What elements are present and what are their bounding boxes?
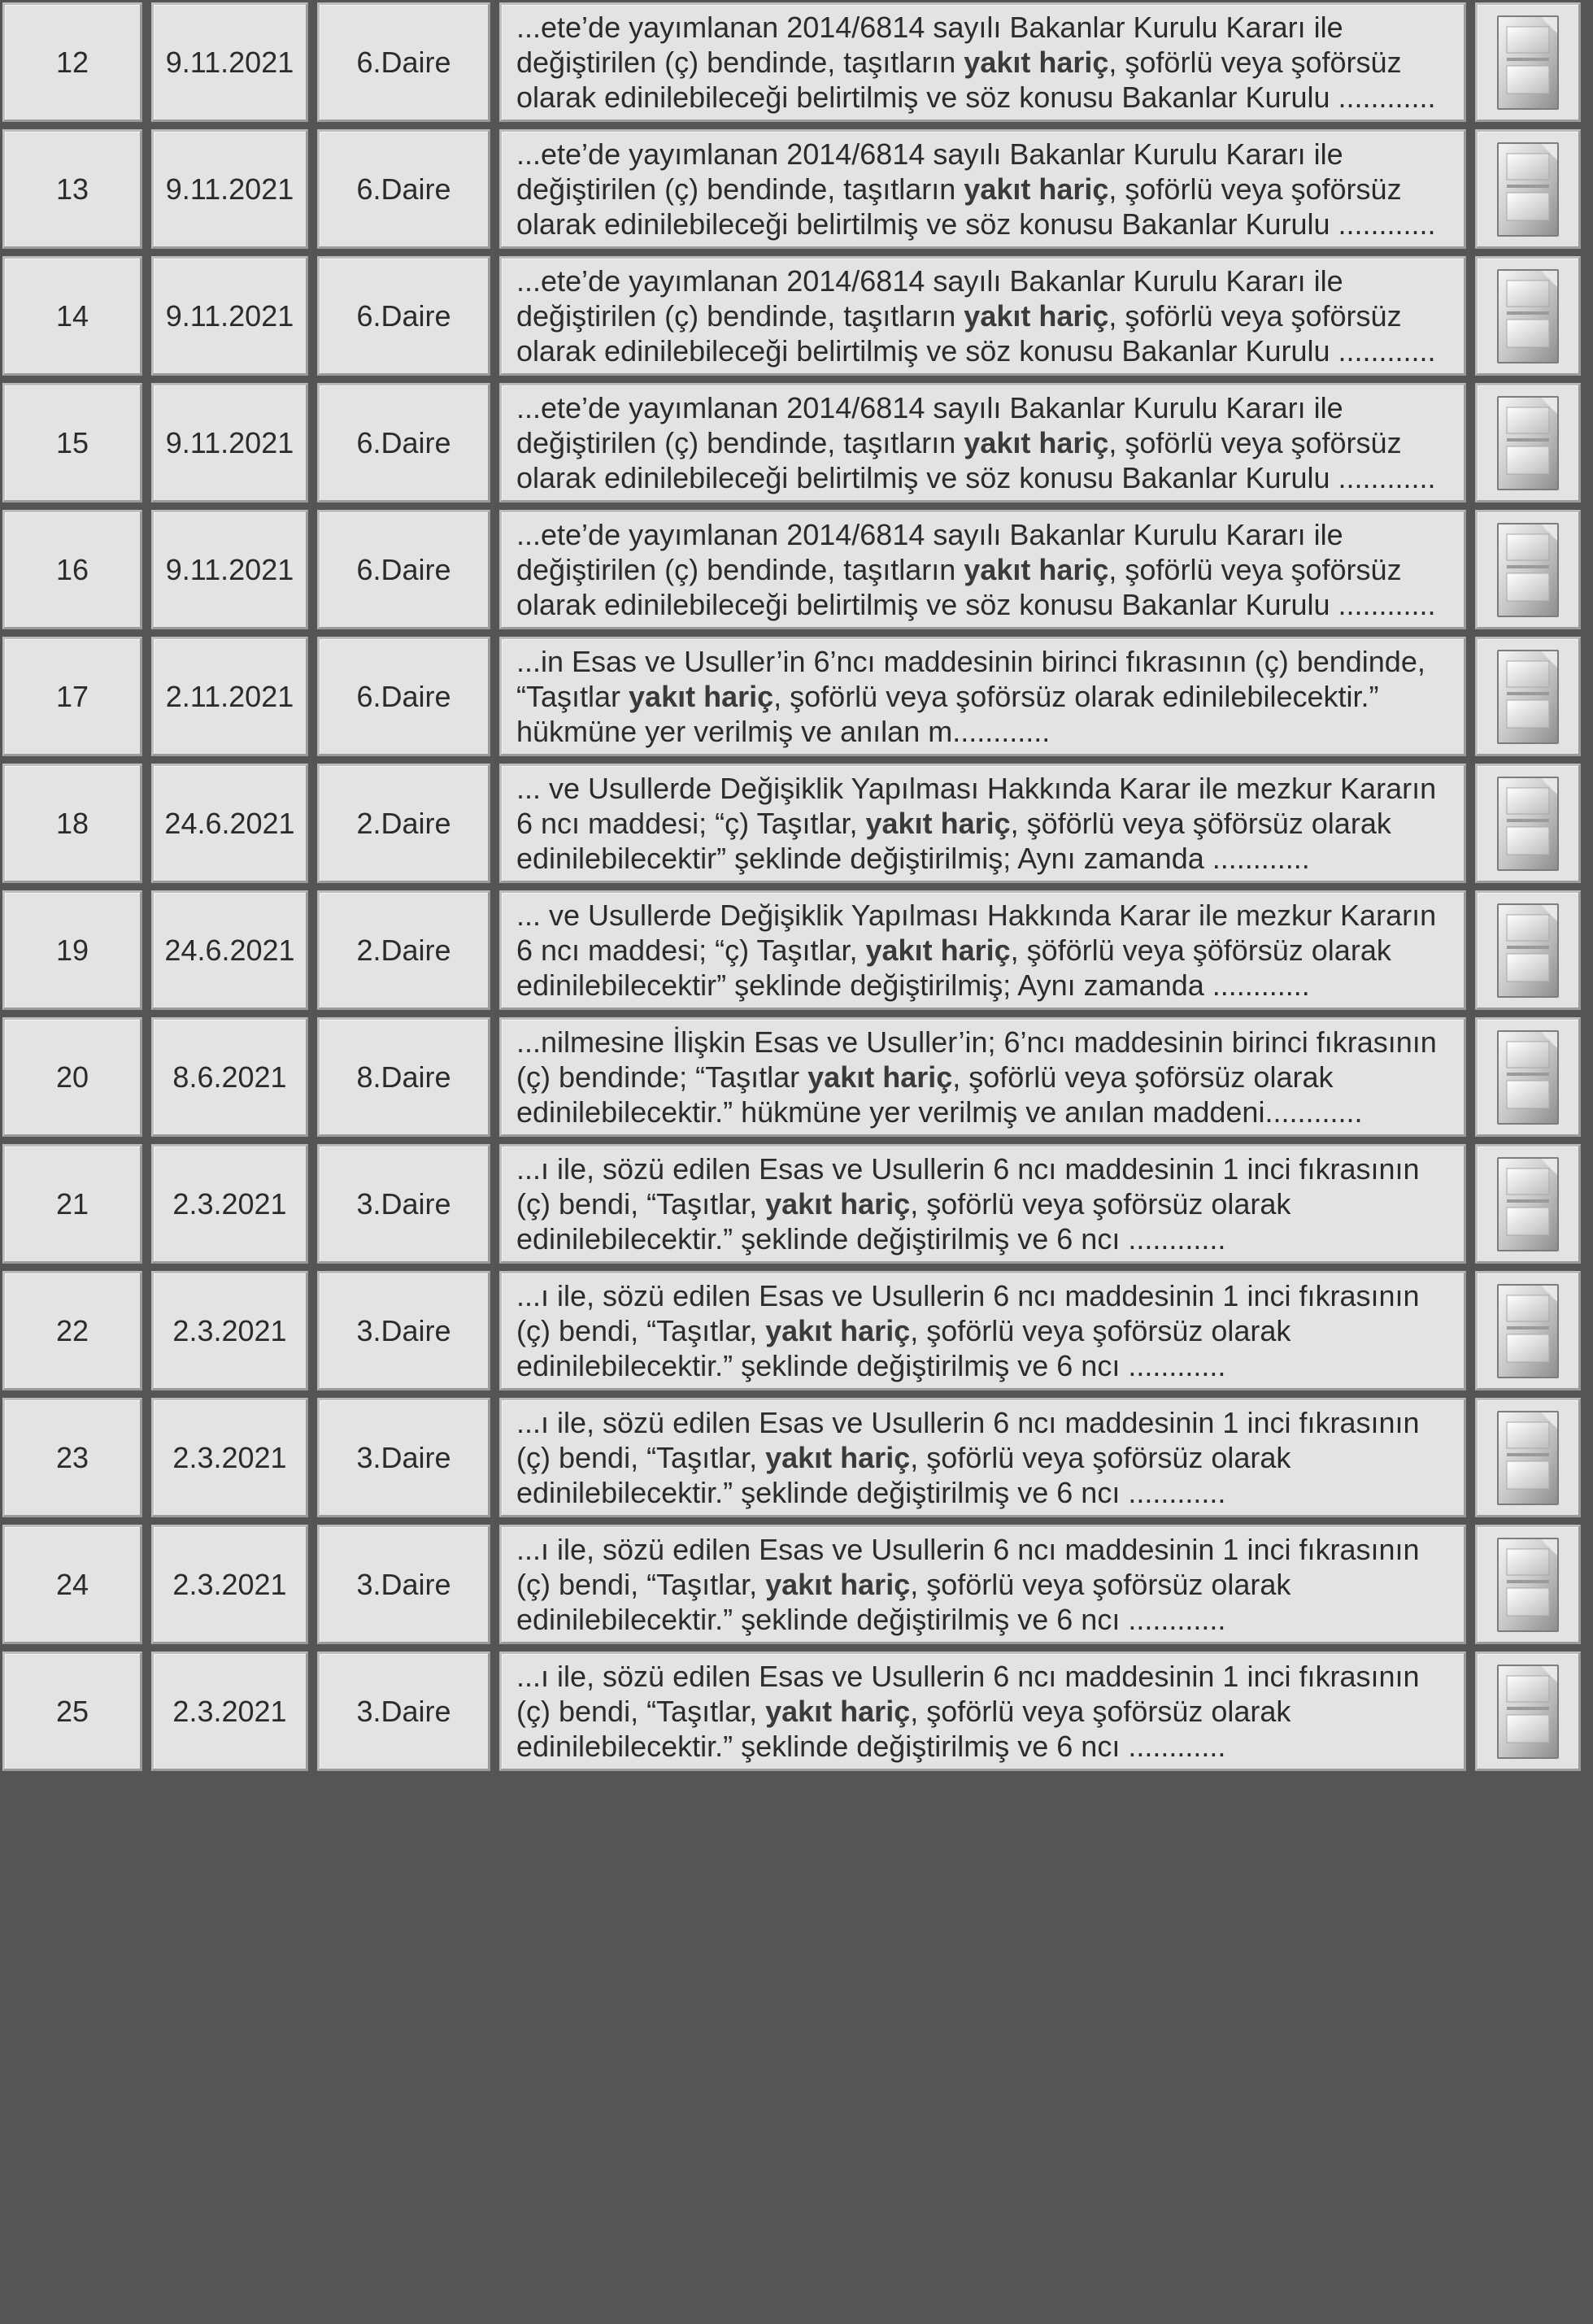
table-row: [2, 2, 1581, 122]
decision-date: 9.11.2021: [165, 552, 294, 586]
excerpt-text: [516, 1025, 1452, 1129]
row-number: 13: [55, 172, 89, 206]
excerpt-text: [516, 898, 1452, 1003]
row-number-cell: [2, 1652, 142, 1771]
table-row: [2, 1398, 1581, 1517]
document-icon-graphic: [1494, 645, 1562, 749]
row-number: 14: [55, 298, 89, 333]
row-number-cell: [2, 2, 142, 122]
excerpt-cell: [499, 1525, 1466, 1644]
decision-date: 2.11.2021: [165, 679, 294, 713]
table-row: [2, 1144, 1581, 1264]
excerpt-highlight: yakıt hariç: [765, 1314, 911, 1347]
row-number: 17: [55, 679, 89, 713]
row-number: 21: [55, 1186, 89, 1221]
row-number-cell: [2, 764, 142, 883]
chamber-name: 3.Daire: [356, 1694, 451, 1728]
excerpt-after: , şoförlü veya şoförsüz olarak edinilebilecektir.” şeklinde değiştirilmiş ve 6 ncı ............: [516, 1441, 1291, 1509]
excerpt-highlight: yakıt hariç: [865, 807, 1011, 840]
chamber-cell: [317, 2, 490, 122]
excerpt-highlight: yakıt hariç: [765, 1441, 911, 1474]
excerpt-after: , şoförlü veya şoförsüz olarak edinilebilecektir.” hükmüne yer verilmiş ve anılan m............: [516, 680, 1379, 748]
document-icon[interactable]: [1494, 518, 1562, 622]
excerpt-after: , şoförlü veya şoförsüz olarak edinilebilecektir.” şeklinde değiştirilmiş ve 6 ncı ............: [516, 1314, 1291, 1382]
excerpt-highlight: yakıt hariç: [629, 680, 774, 713]
excerpt-after: , şoförlü veya şoförsüz olarak edinilebileceği belirtilmiş ve söz konusu Bakanlar Kurulu ............: [516, 553, 1436, 621]
table-row: [2, 637, 1581, 756]
excerpt-cell: [499, 764, 1466, 883]
document-icon-graphic: [1494, 1025, 1562, 1129]
table-row: [2, 1017, 1581, 1137]
excerpt-text: [516, 263, 1452, 368]
excerpt-cell: [499, 383, 1466, 503]
table-row: [2, 1271, 1581, 1390]
excerpt-cell: [499, 1017, 1466, 1137]
excerpt-cell: [499, 256, 1466, 376]
excerpt-cell: [499, 510, 1466, 629]
document-icon-graphic: [1494, 137, 1562, 242]
chamber-name: 6.Daire: [356, 552, 451, 586]
excerpt-cell: [499, 637, 1466, 756]
excerpt-after: , şoförlü veya şoförsüz olarak edinilebileceği belirtilmiş ve söz konusu Bakanlar Kurulu ............: [516, 426, 1436, 494]
row-number: 19: [55, 933, 89, 967]
chamber-name: 6.Daire: [356, 298, 451, 333]
row-number: 22: [55, 1313, 89, 1347]
chamber-cell: [317, 510, 490, 629]
excerpt-before: ...nilmesine İlişkin Esas ve Usuller’in; 6’ncı maddesinin birinci fıkrasının (ç) bendinde; “Taşıtlar: [516, 1025, 1437, 1094]
chamber-name: 6.Daire: [356, 45, 451, 79]
excerpt-text: [516, 644, 1452, 749]
chamber-name: 2.Daire: [356, 806, 451, 840]
excerpt-cell: [499, 1144, 1466, 1264]
decision-date-cell: [151, 1144, 308, 1264]
excerpt-highlight: yakıt hariç: [964, 172, 1109, 206]
excerpt-highlight: yakıt hariç: [964, 46, 1109, 79]
decision-date-cell: [151, 256, 308, 376]
excerpt-highlight: yakıt hariç: [765, 1568, 911, 1601]
table-row: [2, 764, 1581, 883]
chamber-name: 3.Daire: [356, 1313, 451, 1347]
excerpt-before: ...ı ile, sözü edilen Esas ve Usullerin 6 ncı maddesinin 1 inci fıkrasının (ç) bendi, “Taşıtlar,: [516, 1533, 1420, 1601]
chamber-name: 6.Daire: [356, 679, 451, 713]
row-number-cell: [2, 1271, 142, 1390]
table-row: [2, 510, 1581, 629]
document-icon-graphic: [1494, 1660, 1562, 1764]
decision-date: 24.6.2021: [164, 806, 295, 840]
document-icon[interactable]: [1494, 264, 1562, 368]
decision-date: 2.3.2021: [172, 1440, 287, 1474]
document-icon[interactable]: [1494, 137, 1562, 242]
decision-date-cell: [151, 1017, 308, 1137]
chamber-cell: [317, 1144, 490, 1264]
decision-date-cell: [151, 764, 308, 883]
excerpt-after: , şöförlü veya şöförsüz olarak edinilebilecektir” şeklinde değiştirilmiş; Aynı zamanda ............: [516, 807, 1391, 875]
chamber-name: 3.Daire: [356, 1567, 451, 1601]
chamber-name: 6.Daire: [356, 172, 451, 206]
excerpt-before: ...ı ile, sözü edilen Esas ve Usullerin 6 ncı maddesinin 1 inci fıkrasının (ç) bendi, “Taşıtlar,: [516, 1660, 1420, 1728]
document-icon-graphic: [1494, 1406, 1562, 1510]
decision-date-cell: [151, 2, 308, 122]
excerpt-text: [516, 1278, 1452, 1383]
chamber-cell: [317, 1398, 490, 1517]
decision-date: 2.3.2021: [172, 1694, 287, 1728]
excerpt-after: , şoförlü veya şoförsüz olarak edinilebilecektir.” şeklinde değiştirilmiş ve 6 ncı ............: [516, 1187, 1291, 1256]
document-cell: [1475, 1525, 1581, 1644]
decision-date-cell: [151, 637, 308, 756]
excerpt-after: , şoförlü veya şoförsüz olarak edinilebilecektir.” hükmüne yer verilmiş ve anılan maddeni............: [516, 1060, 1363, 1129]
decision-date: 9.11.2021: [165, 45, 294, 79]
chamber-cell: [317, 1271, 490, 1390]
chamber-name: 3.Daire: [356, 1186, 451, 1221]
row-number: 15: [55, 425, 89, 459]
document-cell: [1475, 256, 1581, 376]
document-icon-graphic: [1494, 391, 1562, 495]
document-icon-graphic: [1494, 1152, 1562, 1256]
document-cell: [1475, 383, 1581, 503]
document-cell: [1475, 1271, 1581, 1390]
excerpt-cell: [499, 1398, 1466, 1517]
decision-date: 2.3.2021: [172, 1186, 287, 1221]
document-icon-graphic: [1494, 1533, 1562, 1637]
document-cell: [1475, 129, 1581, 249]
document-cell: [1475, 764, 1581, 883]
chamber-name: 2.Daire: [356, 933, 451, 967]
chamber-cell: [317, 637, 490, 756]
row-number-cell: [2, 510, 142, 629]
decision-date: 2.3.2021: [172, 1313, 287, 1347]
decision-date-cell: [151, 890, 308, 1010]
decision-date-cell: [151, 383, 308, 503]
decision-date-cell: [151, 129, 308, 249]
excerpt-text: [516, 517, 1452, 622]
chamber-cell: [317, 890, 490, 1010]
row-number: 23: [55, 1440, 89, 1474]
decision-date-cell: [151, 1398, 308, 1517]
table-row: [2, 1525, 1581, 1644]
document-icon[interactable]: [1494, 391, 1562, 495]
excerpt-text: [516, 1405, 1452, 1510]
document-cell: [1475, 1398, 1581, 1517]
document-cell: [1475, 2, 1581, 122]
document-icon-graphic: [1494, 518, 1562, 622]
decision-date: 2.3.2021: [172, 1567, 287, 1601]
excerpt-text: [516, 390, 1452, 495]
row-number: 25: [55, 1694, 89, 1728]
document-icon-graphic: [1494, 772, 1562, 876]
excerpt-text: [516, 1151, 1452, 1256]
chamber-cell: [317, 1525, 490, 1644]
decision-date: 8.6.2021: [172, 1060, 287, 1094]
excerpt-text: [516, 10, 1452, 115]
chamber-cell: [317, 1017, 490, 1137]
document-icon[interactable]: [1494, 1660, 1562, 1764]
chamber-name: 6.Daire: [356, 425, 451, 459]
row-number: 24: [55, 1567, 89, 1601]
excerpt-text: [516, 1659, 1452, 1764]
excerpt-after: , şöförlü veya şöförsüz olarak edinilebilecektir” şeklinde değiştirilmiş; Aynı zamanda ............: [516, 934, 1391, 1002]
excerpt-text: [516, 137, 1452, 242]
excerpt-after: , şoförlü veya şoförsüz olarak edinilebilecektir.” şeklinde değiştirilmiş ve 6 ncı ............: [516, 1695, 1291, 1763]
row-number-cell: [2, 1017, 142, 1137]
excerpt-cell: [499, 890, 1466, 1010]
excerpt-highlight: yakıt hariç: [865, 934, 1011, 967]
row-number-cell: [2, 1398, 142, 1517]
excerpt-cell: [499, 1652, 1466, 1771]
excerpt-before: ...ete’de yayımlanan 2014/6814 sayılı Bakanlar Kurulu Kararı ile değiştirilen (ç) bendinde, taşıtların: [516, 264, 1343, 333]
document-cell: [1475, 1017, 1581, 1137]
table-row: [2, 383, 1581, 503]
decision-date-cell: [151, 510, 308, 629]
excerpt-highlight: yakıt hariç: [964, 426, 1109, 459]
excerpt-cell: [499, 1271, 1466, 1390]
excerpt-after: , şoförlü veya şoförsüz olarak edinilebilecektir.” şeklinde değiştirilmiş ve 6 ncı ............: [516, 1568, 1291, 1636]
excerpt-after: , şoförlü veya şoförsüz olarak edinilebileceği belirtilmiş ve söz konusu Bakanlar Kurulu ............: [516, 299, 1436, 368]
chamber-name: 8.Daire: [356, 1060, 451, 1094]
document-icon[interactable]: [1494, 1025, 1562, 1129]
decision-date-cell: [151, 1271, 308, 1390]
excerpt-after: , şoförlü veya şoförsüz olarak edinilebileceği belirtilmiş ve söz konusu Bakanlar Kurulu ............: [516, 172, 1436, 241]
chamber-cell: [317, 764, 490, 883]
document-icon[interactable]: [1494, 645, 1562, 749]
row-number: 12: [55, 45, 89, 79]
document-cell: [1475, 890, 1581, 1010]
excerpt-after: , şoförlü veya şoförsüz olarak edinilebileceği belirtilmiş ve söz konusu Bakanlar Kurulu ............: [516, 46, 1436, 114]
document-icon-graphic: [1494, 1279, 1562, 1383]
excerpt-highlight: yakıt hariç: [964, 299, 1109, 333]
excerpt-before: ... ve Usullerde Değişiklik Yapılması Hakkında Karar ile mezkur Kararın 6 ncı maddesi; “ç) Taşıtlar,: [516, 772, 1437, 840]
document-icon-graphic: [1494, 899, 1562, 1003]
row-number-cell: [2, 637, 142, 756]
excerpt-before: ...ete’de yayımlanan 2014/6814 sayılı Bakanlar Kurulu Kararı ile değiştirilen (ç) bendinde, taşıtların: [516, 518, 1343, 586]
row-number-cell: [2, 129, 142, 249]
excerpt-before: ...ete’de yayımlanan 2014/6814 sayılı Bakanlar Kurulu Kararı ile değiştirilen (ç) bendinde, taşıtların: [516, 137, 1343, 206]
excerpt-before: ...in Esas ve Usuller’in 6’ncı maddesinin birinci fıkrasının (ç) bendinde, “Taşıtlar: [516, 645, 1425, 713]
chamber-cell: [317, 383, 490, 503]
excerpt-highlight: yakıt hariç: [964, 553, 1109, 586]
document-cell: [1475, 510, 1581, 629]
document-icon-graphic: [1494, 11, 1562, 115]
document-icon[interactable]: [1494, 772, 1562, 876]
document-icon-graphic: [1494, 264, 1562, 368]
decision-date: 9.11.2021: [165, 298, 294, 333]
document-icon[interactable]: [1494, 899, 1562, 1003]
excerpt-cell: [499, 2, 1466, 122]
table-row: [2, 256, 1581, 376]
excerpt-before: ...ete’de yayımlanan 2014/6814 sayılı Bakanlar Kurulu Kararı ile değiştirilen (ç) bendinde, taşıtların: [516, 11, 1343, 79]
results-table-body: [2, 2, 1581, 1771]
row-number-cell: [2, 1525, 142, 1644]
chamber-cell: [317, 129, 490, 249]
row-number-cell: [2, 256, 142, 376]
table-row: [2, 890, 1581, 1010]
row-number: 20: [55, 1060, 89, 1094]
decision-date: 9.11.2021: [165, 425, 294, 459]
row-number-cell: [2, 383, 142, 503]
document-icon[interactable]: [1494, 1533, 1562, 1637]
excerpt-before: ...ete’de yayımlanan 2014/6814 sayılı Bakanlar Kurulu Kararı ile değiştirilen (ç) bendinde, taşıtların: [516, 391, 1343, 459]
row-number: 16: [55, 552, 89, 586]
excerpt-cell: [499, 129, 1466, 249]
excerpt-before: ... ve Usullerde Değişiklik Yapılması Hakkında Karar ile mezkur Kararın 6 ncı maddesi; “ç) Taşıtlar,: [516, 899, 1437, 967]
excerpt-before: ...ı ile, sözü edilen Esas ve Usullerin 6 ncı maddesinin 1 inci fıkrasının (ç) bendi, “Taşıtlar,: [516, 1406, 1420, 1474]
excerpt-highlight: yakıt hariç: [765, 1187, 911, 1221]
document-cell: [1475, 1144, 1581, 1264]
decision-date: 9.11.2021: [165, 172, 294, 206]
table-row: [2, 129, 1581, 249]
row-number-cell: [2, 890, 142, 1010]
row-number-cell: [2, 1144, 142, 1264]
document-icon[interactable]: [1494, 11, 1562, 115]
row-number: 18: [55, 806, 89, 840]
decision-date: 24.6.2021: [164, 933, 295, 967]
decision-date-cell: [151, 1525, 308, 1644]
excerpt-highlight: yakıt hariç: [765, 1695, 911, 1728]
chamber-cell: [317, 256, 490, 376]
document-cell: [1475, 637, 1581, 756]
decision-date-cell: [151, 1652, 308, 1771]
excerpt-before: ...ı ile, sözü edilen Esas ve Usullerin 6 ncı maddesinin 1 inci fıkrasının (ç) bendi, “Taşıtlar,: [516, 1152, 1420, 1221]
excerpt-text: [516, 771, 1452, 876]
chamber-cell: [317, 1652, 490, 1771]
excerpt-highlight: yakıt hariç: [807, 1060, 953, 1094]
table-row: [2, 1652, 1581, 1771]
chamber-name: 3.Daire: [356, 1440, 451, 1474]
excerpt-text: [516, 1532, 1452, 1637]
document-icon[interactable]: [1494, 1152, 1562, 1256]
document-icon[interactable]: [1494, 1406, 1562, 1510]
document-cell: [1475, 1652, 1581, 1771]
document-icon[interactable]: [1494, 1279, 1562, 1383]
excerpt-before: ...ı ile, sözü edilen Esas ve Usullerin 6 ncı maddesinin 1 inci fıkrasının (ç) bendi, “Taşıtlar,: [516, 1279, 1420, 1347]
